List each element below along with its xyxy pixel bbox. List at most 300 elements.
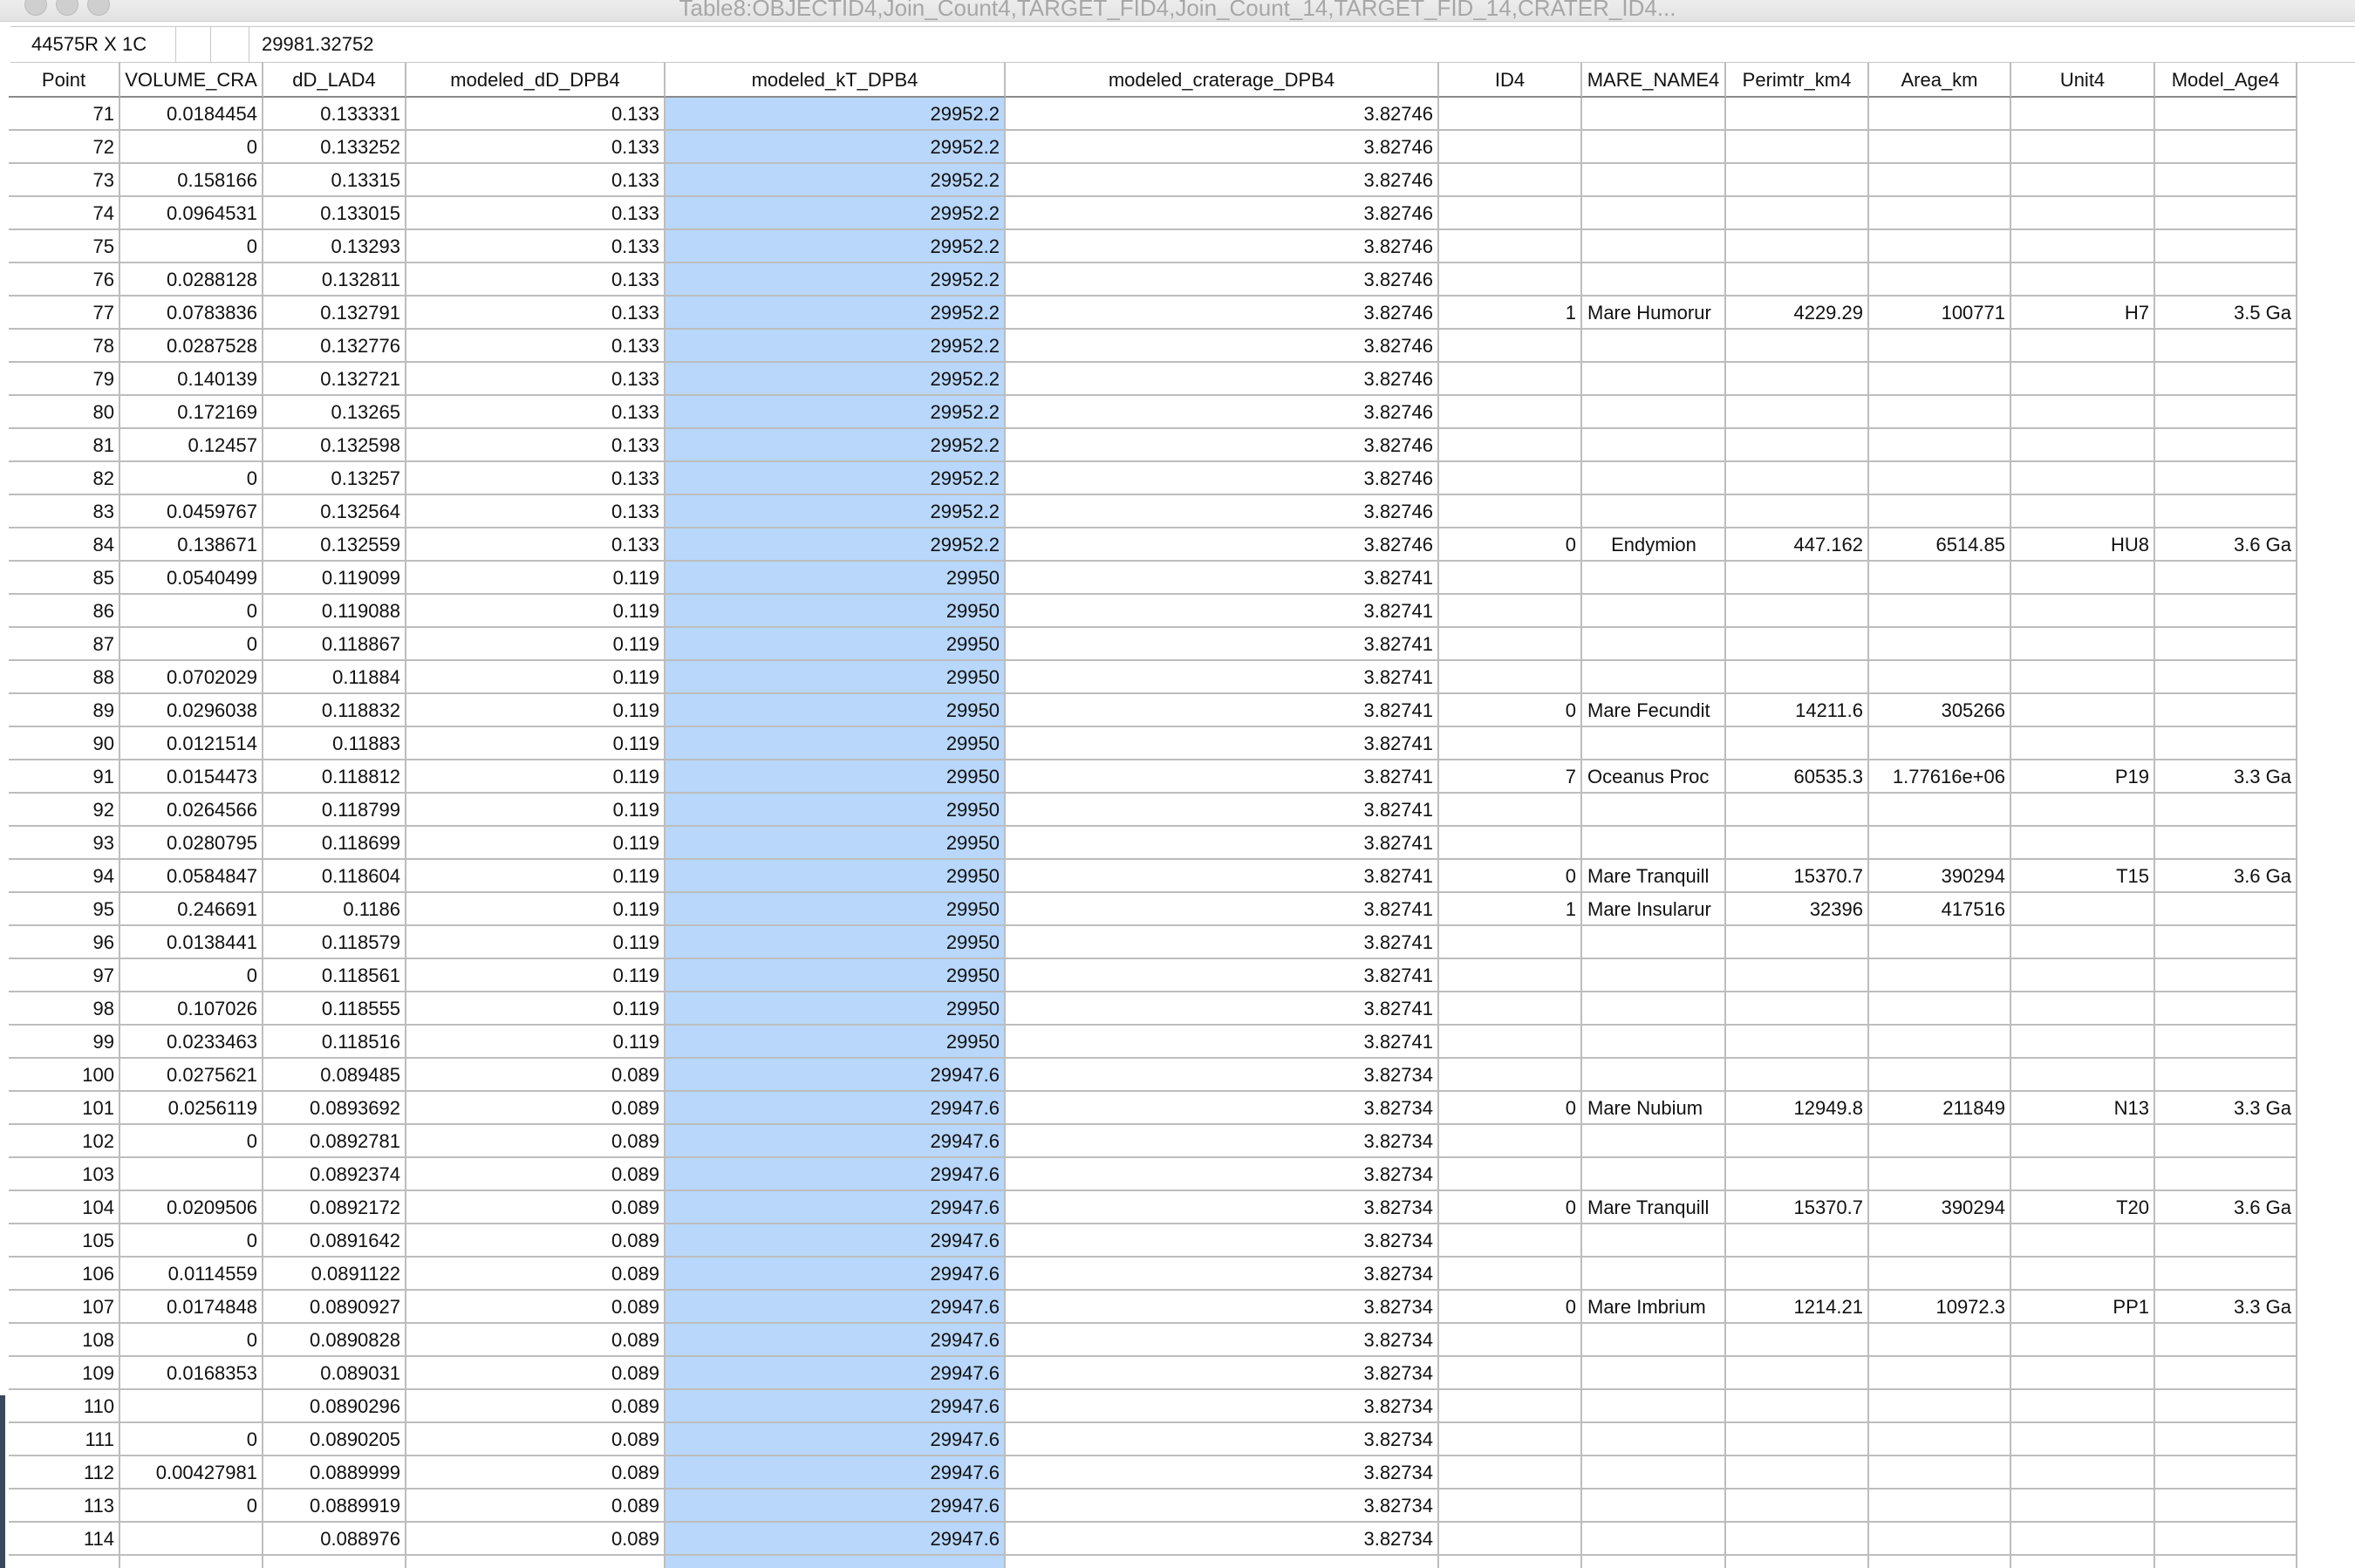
- cell-dd-lad4[interactable]: [263, 1556, 406, 1568]
- cell-modeled-kt-dpb4[interactable]: 29950: [666, 926, 1006, 959]
- cell-id4[interactable]: [1439, 1258, 1582, 1291]
- cell-point[interactable]: 107: [9, 1291, 120, 1324]
- cell-area-km[interactable]: [1869, 926, 2011, 959]
- cell-modeled-craterage-dpb4[interactable]: 3.82734: [1006, 1456, 1439, 1490]
- cell-model-age4[interactable]: [2155, 959, 2297, 992]
- cell-modeled-dd-dpb4[interactable]: 0.119: [406, 661, 666, 694]
- cell-mare-name4[interactable]: [1582, 628, 1726, 661]
- cell-modeled-craterage-dpb4[interactable]: 3.82746: [1006, 164, 1439, 197]
- cell-id4[interactable]: 0: [1439, 860, 1582, 893]
- cell-perimtr-km4[interactable]: [1726, 1490, 1869, 1523]
- cell-modeled-dd-dpb4[interactable]: 0.119: [406, 694, 666, 727]
- cell-id4[interactable]: [1439, 164, 1582, 197]
- cell-volume-cra[interactable]: 0.172169: [120, 396, 263, 429]
- cell-modeled-dd-dpb4[interactable]: 0.133: [406, 363, 666, 396]
- cell-mare-name4[interactable]: Mare Insularur: [1582, 893, 1726, 926]
- cell-volume-cra[interactable]: 0: [120, 628, 263, 661]
- cell-area-km[interactable]: [1869, 396, 2011, 429]
- cell-modeled-kt-dpb4[interactable]: 29950: [666, 893, 1006, 926]
- cell-modeled-craterage-dpb4[interactable]: 3.82741: [1006, 727, 1439, 760]
- cell-mare-name4[interactable]: [1582, 992, 1726, 1026]
- cell-point[interactable]: 84: [9, 528, 120, 562]
- cell-modeled-dd-dpb4[interactable]: 0.119: [406, 1026, 666, 1059]
- cell-point[interactable]: 75: [9, 230, 120, 263]
- cell-modeled-dd-dpb4[interactable]: 0.133: [406, 462, 666, 495]
- cell-modeled-craterage-dpb4[interactable]: 3.82734: [1006, 1490, 1439, 1523]
- cell-id4[interactable]: [1439, 230, 1582, 263]
- cell-modeled-kt-dpb4[interactable]: 29952.2: [666, 230, 1006, 263]
- cell-id4[interactable]: [1439, 794, 1582, 827]
- cell-area-km[interactable]: [1869, 1258, 2011, 1291]
- cell-point[interactable]: 111: [9, 1423, 120, 1456]
- cell-area-km[interactable]: 10972.3: [1869, 1291, 2011, 1324]
- cell-mare-name4[interactable]: [1582, 1390, 1726, 1423]
- cell-point[interactable]: 71: [9, 98, 120, 131]
- cell-area-km[interactable]: 1.77616e+06: [1869, 760, 2011, 794]
- cell-volume-cra[interactable]: [120, 1523, 263, 1556]
- cell-point[interactable]: 100: [9, 1059, 120, 1092]
- cell-dd-lad4[interactable]: 0.132564: [263, 495, 406, 528]
- cell-volume-cra[interactable]: 0.0168353: [120, 1357, 263, 1390]
- cell-unit4[interactable]: [2011, 429, 2155, 462]
- column-header-unit4[interactable]: Unit4: [2011, 63, 2155, 98]
- cell-unit4[interactable]: PP1: [2011, 1291, 2155, 1324]
- cell-modeled-craterage-dpb4[interactable]: 3.82741: [1006, 628, 1439, 661]
- cell-volume-cra[interactable]: 0: [120, 131, 263, 164]
- cell-point[interactable]: 78: [9, 330, 120, 363]
- cell-dd-lad4[interactable]: 0.132791: [263, 297, 406, 330]
- cell-point[interactable]: 72: [9, 131, 120, 164]
- cell-perimtr-km4[interactable]: [1726, 794, 1869, 827]
- cell-dd-lad4[interactable]: 0.11884: [263, 661, 406, 694]
- cell-point[interactable]: 99: [9, 1026, 120, 1059]
- cell-modeled-craterage-dpb4[interactable]: 3.82734: [1006, 1059, 1439, 1092]
- cell-modeled-dd-dpb4[interactable]: 0.133: [406, 429, 666, 462]
- cell-area-km[interactable]: 390294: [1869, 860, 2011, 893]
- cell-modeled-kt-dpb4[interactable]: 29950: [666, 794, 1006, 827]
- cell-id4[interactable]: [1439, 661, 1582, 694]
- cell-perimtr-km4[interactable]: [1726, 1224, 1869, 1258]
- cell-id4[interactable]: [1439, 1324, 1582, 1357]
- cell-unit4[interactable]: H7: [2011, 297, 2155, 330]
- cell-area-km[interactable]: [1869, 727, 2011, 760]
- cell-modeled-kt-dpb4[interactable]: 29952.2: [666, 164, 1006, 197]
- cell-model-age4[interactable]: [2155, 893, 2297, 926]
- cell-id4[interactable]: [1439, 1456, 1582, 1490]
- cell-unit4[interactable]: [2011, 98, 2155, 131]
- cell-id4[interactable]: [1439, 1158, 1582, 1191]
- cell-unit4[interactable]: [2011, 827, 2155, 860]
- cell-modeled-dd-dpb4[interactable]: 0.089: [406, 1390, 666, 1423]
- cell-model-age4[interactable]: [2155, 429, 2297, 462]
- cell-perimtr-km4[interactable]: [1726, 1556, 1869, 1568]
- cell-perimtr-km4[interactable]: [1726, 429, 1869, 462]
- cell-modeled-dd-dpb4[interactable]: 0.133: [406, 297, 666, 330]
- cell-perimtr-km4[interactable]: [1726, 197, 1869, 230]
- cell-perimtr-km4[interactable]: 1214.21: [1726, 1291, 1869, 1324]
- cell-id4[interactable]: [1439, 1490, 1582, 1523]
- cell-area-km[interactable]: [1869, 595, 2011, 628]
- cell-id4[interactable]: [1439, 827, 1582, 860]
- cell-model-age4[interactable]: [2155, 131, 2297, 164]
- cell-point[interactable]: 95: [9, 893, 120, 926]
- cell-volume-cra[interactable]: 0.0184454: [120, 98, 263, 131]
- cell-model-age4[interactable]: [2155, 197, 2297, 230]
- cell-area-km[interactable]: [1869, 230, 2011, 263]
- cell-perimtr-km4[interactable]: [1726, 1059, 1869, 1092]
- cell-dd-lad4[interactable]: 0.132776: [263, 330, 406, 363]
- cell-area-km[interactable]: [1869, 1357, 2011, 1390]
- cell-modeled-dd-dpb4[interactable]: 0.133: [406, 131, 666, 164]
- cell-unit4[interactable]: HU8: [2011, 528, 2155, 562]
- cell-modeled-dd-dpb4[interactable]: 0.089: [406, 1158, 666, 1191]
- cell-perimtr-km4[interactable]: [1726, 562, 1869, 595]
- cell-volume-cra[interactable]: 0: [120, 230, 263, 263]
- cell-unit4[interactable]: [2011, 363, 2155, 396]
- cell-dd-lad4[interactable]: 0.0889919: [263, 1490, 406, 1523]
- cell-model-age4[interactable]: 3.3 Ga: [2155, 1092, 2297, 1125]
- cell-area-km[interactable]: [1869, 429, 2011, 462]
- cell-unit4[interactable]: [2011, 1556, 2155, 1568]
- cell-modeled-kt-dpb4[interactable]: 29950: [666, 992, 1006, 1026]
- cell-point[interactable]: 89: [9, 694, 120, 727]
- cell-id4[interactable]: [1439, 1390, 1582, 1423]
- cell-id4[interactable]: [1439, 1125, 1582, 1158]
- cell-mare-name4[interactable]: [1582, 330, 1726, 363]
- cell-area-km[interactable]: 305266: [1869, 694, 2011, 727]
- cell-modeled-dd-dpb4[interactable]: 0.089: [406, 1224, 666, 1258]
- cell-model-age4[interactable]: [2155, 1456, 2297, 1490]
- cell-perimtr-km4[interactable]: [1726, 992, 1869, 1026]
- cell-id4[interactable]: [1439, 98, 1582, 131]
- cell-dd-lad4[interactable]: 0.118516: [263, 1026, 406, 1059]
- cell-unit4[interactable]: [2011, 794, 2155, 827]
- cell-area-km[interactable]: [1869, 263, 2011, 297]
- cell-dd-lad4[interactable]: 0.0890296: [263, 1390, 406, 1423]
- cell-perimtr-km4[interactable]: [1726, 1423, 1869, 1456]
- cell-modeled-dd-dpb4[interactable]: 0.089: [406, 1059, 666, 1092]
- cell-modeled-craterage-dpb4[interactable]: 3.82734: [1006, 1092, 1439, 1125]
- cell-model-age4[interactable]: [2155, 661, 2297, 694]
- cell-volume-cra[interactable]: 0.00427981: [120, 1456, 263, 1490]
- cell-mare-name4[interactable]: Mare Fecundit: [1582, 694, 1726, 727]
- cell-mare-name4[interactable]: Mare Humorur: [1582, 297, 1726, 330]
- cell-mare-name4[interactable]: Mare Imbrium: [1582, 1291, 1726, 1324]
- cell-modeled-dd-dpb4[interactable]: 0.133: [406, 164, 666, 197]
- cell-volume-cra[interactable]: 0.0288128: [120, 263, 263, 297]
- cell-perimtr-km4[interactable]: [1726, 1324, 1869, 1357]
- cell-modeled-craterage-dpb4[interactable]: 3.82734: [1006, 1258, 1439, 1291]
- cell-perimtr-km4[interactable]: [1726, 1026, 1869, 1059]
- cell-unit4[interactable]: [2011, 959, 2155, 992]
- cell-volume-cra[interactable]: 0: [120, 1423, 263, 1456]
- cell-modeled-craterage-dpb4[interactable]: 3.82746: [1006, 98, 1439, 131]
- cell-mare-name4[interactable]: [1582, 429, 1726, 462]
- cell-volume-cra[interactable]: 0.0121514: [120, 727, 263, 760]
- cell-modeled-craterage-dpb4[interactable]: 3.82741: [1006, 562, 1439, 595]
- cell-modeled-kt-dpb4[interactable]: 29947.6: [666, 1125, 1006, 1158]
- cell-dd-lad4[interactable]: 0.132811: [263, 263, 406, 297]
- cell-perimtr-km4[interactable]: 14211.6: [1726, 694, 1869, 727]
- cell-point[interactable]: 105: [9, 1224, 120, 1258]
- cell-model-age4[interactable]: [2155, 595, 2297, 628]
- cell-volume-cra[interactable]: 0.138671: [120, 528, 263, 562]
- cell-id4[interactable]: [1439, 462, 1582, 495]
- column-header-id4[interactable]: ID4: [1439, 63, 1582, 98]
- cell-modeled-kt-dpb4[interactable]: 29950: [666, 959, 1006, 992]
- cell-perimtr-km4[interactable]: [1726, 1456, 1869, 1490]
- cell-model-age4[interactable]: [2155, 727, 2297, 760]
- cell-modeled-craterage-dpb4[interactable]: 3.82746: [1006, 429, 1439, 462]
- cell-id4[interactable]: [1439, 595, 1582, 628]
- cell-modeled-craterage-dpb4[interactable]: 3.82741: [1006, 959, 1439, 992]
- cell-modeled-dd-dpb4[interactable]: 0.119: [406, 893, 666, 926]
- cell-volume-cra[interactable]: 0: [120, 462, 263, 495]
- cell-point[interactable]: 108: [9, 1324, 120, 1357]
- cell-modeled-kt-dpb4[interactable]: 29947.6: [666, 1523, 1006, 1556]
- cell-point[interactable]: 96: [9, 926, 120, 959]
- cell-modeled-kt-dpb4[interactable]: 29950: [666, 860, 1006, 893]
- cell-perimtr-km4[interactable]: [1726, 727, 1869, 760]
- cell-mare-name4[interactable]: [1582, 1456, 1726, 1490]
- cell-modeled-craterage-dpb4[interactable]: 3.82734: [1006, 1158, 1439, 1191]
- cell-id4[interactable]: [1439, 992, 1582, 1026]
- cell-model-age4[interactable]: [2155, 1523, 2297, 1556]
- cell-point[interactable]: 92: [9, 794, 120, 827]
- cell-modeled-craterage-dpb4[interactable]: 3.82741: [1006, 595, 1439, 628]
- cell-modeled-craterage-dpb4[interactable]: 3.82741: [1006, 760, 1439, 794]
- cell-modeled-dd-dpb4[interactable]: 0.119: [406, 992, 666, 1026]
- column-header-modeled-dd-dpb4[interactable]: modeled_dD_DPB4: [406, 63, 666, 98]
- cell-model-age4[interactable]: 3.6 Ga: [2155, 528, 2297, 562]
- cell-value-input[interactable]: 29981.32752: [262, 33, 374, 55]
- cell-id4[interactable]: [1439, 197, 1582, 230]
- cell-volume-cra[interactable]: 0.0964531: [120, 197, 263, 230]
- cell-modeled-dd-dpb4[interactable]: 0.133: [406, 495, 666, 528]
- cell-dd-lad4[interactable]: 0.0893692: [263, 1092, 406, 1125]
- cell-model-age4[interactable]: [2155, 1390, 2297, 1423]
- cell-mare-name4[interactable]: [1582, 959, 1726, 992]
- cell-model-age4[interactable]: [2155, 1224, 2297, 1258]
- cell-area-km[interactable]: [1869, 562, 2011, 595]
- cell-modeled-dd-dpb4[interactable]: 0.133: [406, 528, 666, 562]
- cell-point[interactable]: 73: [9, 164, 120, 197]
- cell-id4[interactable]: 1: [1439, 297, 1582, 330]
- cell-unit4[interactable]: [2011, 926, 2155, 959]
- cell-volume-cra[interactable]: 0.0584847: [120, 860, 263, 893]
- cell-modeled-dd-dpb4[interactable]: 0.133: [406, 330, 666, 363]
- cell-modeled-craterage-dpb4[interactable]: 3.82746: [1006, 462, 1439, 495]
- cell-volume-cra[interactable]: 0.107026: [120, 992, 263, 1026]
- cell-point[interactable]: 74: [9, 197, 120, 230]
- cell-perimtr-km4[interactable]: 15370.7: [1726, 1191, 1869, 1224]
- cell-modeled-kt-dpb4[interactable]: 29947.6: [666, 1191, 1006, 1224]
- cell-id4[interactable]: 0: [1439, 694, 1582, 727]
- cell-unit4[interactable]: [2011, 263, 2155, 297]
- cell-area-km[interactable]: [1869, 1026, 2011, 1059]
- cell-area-km[interactable]: [1869, 1456, 2011, 1490]
- cell-mare-name4[interactable]: [1582, 98, 1726, 131]
- cell-volume-cra[interactable]: [120, 1390, 263, 1423]
- cell-volume-cra[interactable]: 0.0233463: [120, 1026, 263, 1059]
- column-header-point[interactable]: Point: [9, 63, 120, 98]
- cell-point[interactable]: 97: [9, 959, 120, 992]
- cell-point[interactable]: 102: [9, 1125, 120, 1158]
- cell-modeled-dd-dpb4[interactable]: 0.119: [406, 926, 666, 959]
- cell-point[interactable]: 90: [9, 727, 120, 760]
- cell-unit4[interactable]: [2011, 727, 2155, 760]
- cell-modeled-kt-dpb4[interactable]: 29950: [666, 1026, 1006, 1059]
- cell-modeled-kt-dpb4[interactable]: 29947.6: [666, 1291, 1006, 1324]
- cell-dd-lad4[interactable]: 0.0891642: [263, 1224, 406, 1258]
- cell-modeled-craterage-dpb4[interactable]: 3.82734: [1006, 1324, 1439, 1357]
- cell-modeled-dd-dpb4[interactable]: 0.089: [406, 1191, 666, 1224]
- column-header-area-km[interactable]: Area_km: [1869, 63, 2011, 98]
- cell-model-age4[interactable]: 3.3 Ga: [2155, 1291, 2297, 1324]
- cell-model-age4[interactable]: 3.3 Ga: [2155, 760, 2297, 794]
- cell-mare-name4[interactable]: [1582, 131, 1726, 164]
- cell-perimtr-km4[interactable]: [1726, 926, 1869, 959]
- cell-modeled-craterage-dpb4[interactable]: 3.82746: [1006, 263, 1439, 297]
- cell-model-age4[interactable]: 3.5 Ga: [2155, 297, 2297, 330]
- cell-unit4[interactable]: [2011, 197, 2155, 230]
- cell-modeled-dd-dpb4[interactable]: 0.089: [406, 1125, 666, 1158]
- cell-mare-name4[interactable]: [1582, 164, 1726, 197]
- cell-unit4[interactable]: [2011, 992, 2155, 1026]
- cell-dd-lad4[interactable]: 0.133331: [263, 98, 406, 131]
- cell-area-km[interactable]: [1869, 959, 2011, 992]
- cell-modeled-kt-dpb4[interactable]: 29950: [666, 595, 1006, 628]
- cell-unit4[interactable]: [2011, 1357, 2155, 1390]
- cell-modeled-kt-dpb4[interactable]: 29947.6: [666, 1456, 1006, 1490]
- cell-volume-cra[interactable]: 0: [120, 959, 263, 992]
- cell-modeled-craterage-dpb4[interactable]: 3.82741: [1006, 926, 1439, 959]
- column-header-modeled-craterage-dpb4[interactable]: modeled_craterage_DPB4: [1006, 63, 1439, 98]
- cell-unit4[interactable]: [2011, 595, 2155, 628]
- cell-modeled-craterage-dpb4[interactable]: 3.82734: [1006, 1191, 1439, 1224]
- cell-volume-cra[interactable]: [120, 1158, 263, 1191]
- cell-id4[interactable]: [1439, 1224, 1582, 1258]
- cell-volume-cra[interactable]: 0: [120, 1324, 263, 1357]
- cell-mare-name4[interactable]: [1582, 1357, 1726, 1390]
- cell-point[interactable]: 93: [9, 827, 120, 860]
- cell-mare-name4[interactable]: Mare Tranquill: [1582, 860, 1726, 893]
- cell-mare-name4[interactable]: [1582, 1523, 1726, 1556]
- cell-mare-name4[interactable]: [1582, 595, 1726, 628]
- cell-dd-lad4[interactable]: 0.133252: [263, 131, 406, 164]
- cell-point[interactable]: 109: [9, 1357, 120, 1390]
- cell-model-age4[interactable]: [2155, 495, 2297, 528]
- cell-dd-lad4[interactable]: 0.118799: [263, 794, 406, 827]
- cell-id4[interactable]: 1: [1439, 893, 1582, 926]
- cell-modeled-kt-dpb4[interactable]: 29947.6: [666, 1092, 1006, 1125]
- cell-area-km[interactable]: [1869, 131, 2011, 164]
- cell-unit4[interactable]: [2011, 694, 2155, 727]
- cell-unit4[interactable]: [2011, 562, 2155, 595]
- cell-volume-cra[interactable]: 0.0114559: [120, 1258, 263, 1291]
- cell-modeled-craterage-dpb4[interactable]: 3.82734: [1006, 1523, 1439, 1556]
- cell-area-km[interactable]: [1869, 1556, 2011, 1568]
- column-header-dd-lad4[interactable]: dD_LAD4: [263, 63, 406, 98]
- cell-id4[interactable]: [1439, 263, 1582, 297]
- cell-mare-name4[interactable]: [1582, 562, 1726, 595]
- cell-perimtr-km4[interactable]: [1726, 1357, 1869, 1390]
- cell-model-age4[interactable]: [2155, 1125, 2297, 1158]
- cell-perimtr-km4[interactable]: [1726, 462, 1869, 495]
- cell-modeled-dd-dpb4[interactable]: 0.089: [406, 1324, 666, 1357]
- cell-perimtr-km4[interactable]: [1726, 495, 1869, 528]
- cell-mare-name4[interactable]: [1582, 263, 1726, 297]
- cell-dd-lad4[interactable]: 0.118561: [263, 959, 406, 992]
- cell-modeled-dd-dpb4[interactable]: 0.133: [406, 98, 666, 131]
- cell-modeled-kt-dpb4[interactable]: [666, 1556, 1006, 1568]
- cell-area-km[interactable]: [1869, 495, 2011, 528]
- cell-mare-name4[interactable]: [1582, 1423, 1726, 1456]
- cell-modeled-dd-dpb4[interactable]: 0.089: [406, 1456, 666, 1490]
- cell-area-km[interactable]: [1869, 1125, 2011, 1158]
- cell-dd-lad4[interactable]: 0.089485: [263, 1059, 406, 1092]
- cell-unit4[interactable]: [2011, 164, 2155, 197]
- cell-point[interactable]: 86: [9, 595, 120, 628]
- cell-id4[interactable]: [1439, 1556, 1582, 1568]
- cell-modeled-kt-dpb4[interactable]: 29947.6: [666, 1357, 1006, 1390]
- cell-unit4[interactable]: [2011, 1258, 2155, 1291]
- cell-mare-name4[interactable]: [1582, 1556, 1726, 1568]
- cell-area-km[interactable]: [1869, 1059, 2011, 1092]
- cell-point[interactable]: [9, 1556, 120, 1568]
- cell-modeled-kt-dpb4[interactable]: 29952.2: [666, 297, 1006, 330]
- cell-dd-lad4[interactable]: 0.089031: [263, 1357, 406, 1390]
- cell-modeled-craterage-dpb4[interactable]: 3.82746: [1006, 330, 1439, 363]
- cell-perimtr-km4[interactable]: 447.162: [1726, 528, 1869, 562]
- cell-dd-lad4[interactable]: 0.0891122: [263, 1258, 406, 1291]
- cell-volume-cra[interactable]: 0: [120, 1224, 263, 1258]
- cell-unit4[interactable]: [2011, 131, 2155, 164]
- cell-volume-cra[interactable]: 0: [120, 595, 263, 628]
- cell-mare-name4[interactable]: [1582, 1490, 1726, 1523]
- cell-id4[interactable]: [1439, 1026, 1582, 1059]
- cell-dd-lad4[interactable]: 0.119088: [263, 595, 406, 628]
- cell-area-km[interactable]: [1869, 661, 2011, 694]
- cell-id4[interactable]: 0: [1439, 1092, 1582, 1125]
- cell-unit4[interactable]: [2011, 1026, 2155, 1059]
- cell-mare-name4[interactable]: [1582, 1125, 1726, 1158]
- cell-modeled-dd-dpb4[interactable]: 0.089: [406, 1357, 666, 1390]
- cell-mare-name4[interactable]: [1582, 495, 1726, 528]
- cell-dd-lad4[interactable]: 0.118604: [263, 860, 406, 893]
- cell-modeled-dd-dpb4[interactable]: 0.119: [406, 827, 666, 860]
- cell-unit4[interactable]: T15: [2011, 860, 2155, 893]
- cell-unit4[interactable]: [2011, 1224, 2155, 1258]
- cell-modeled-kt-dpb4[interactable]: 29950: [666, 562, 1006, 595]
- cell-unit4[interactable]: [2011, 893, 2155, 926]
- cell-modeled-kt-dpb4[interactable]: 29950: [666, 760, 1006, 794]
- cell-dd-lad4[interactable]: 0.0892374: [263, 1158, 406, 1191]
- cell-point[interactable]: 82: [9, 462, 120, 495]
- column-header-mare-name4[interactable]: MARE_NAME4: [1582, 63, 1726, 98]
- cell-unit4[interactable]: [2011, 1390, 2155, 1423]
- cell-model-age4[interactable]: [2155, 363, 2297, 396]
- cell-modeled-kt-dpb4[interactable]: 29947.6: [666, 1158, 1006, 1191]
- cell-point[interactable]: 113: [9, 1490, 120, 1523]
- cell-unit4[interactable]: [2011, 1490, 2155, 1523]
- cell-modeled-craterage-dpb4[interactable]: 3.82746: [1006, 197, 1439, 230]
- cell-volume-cra[interactable]: 0.140139: [120, 363, 263, 396]
- cell-modeled-craterage-dpb4[interactable]: 3.82734: [1006, 1390, 1439, 1423]
- cell-volume-cra[interactable]: 0.158166: [120, 164, 263, 197]
- cell-modeled-craterage-dpb4[interactable]: 3.82734: [1006, 1125, 1439, 1158]
- cell-id4[interactable]: [1439, 727, 1582, 760]
